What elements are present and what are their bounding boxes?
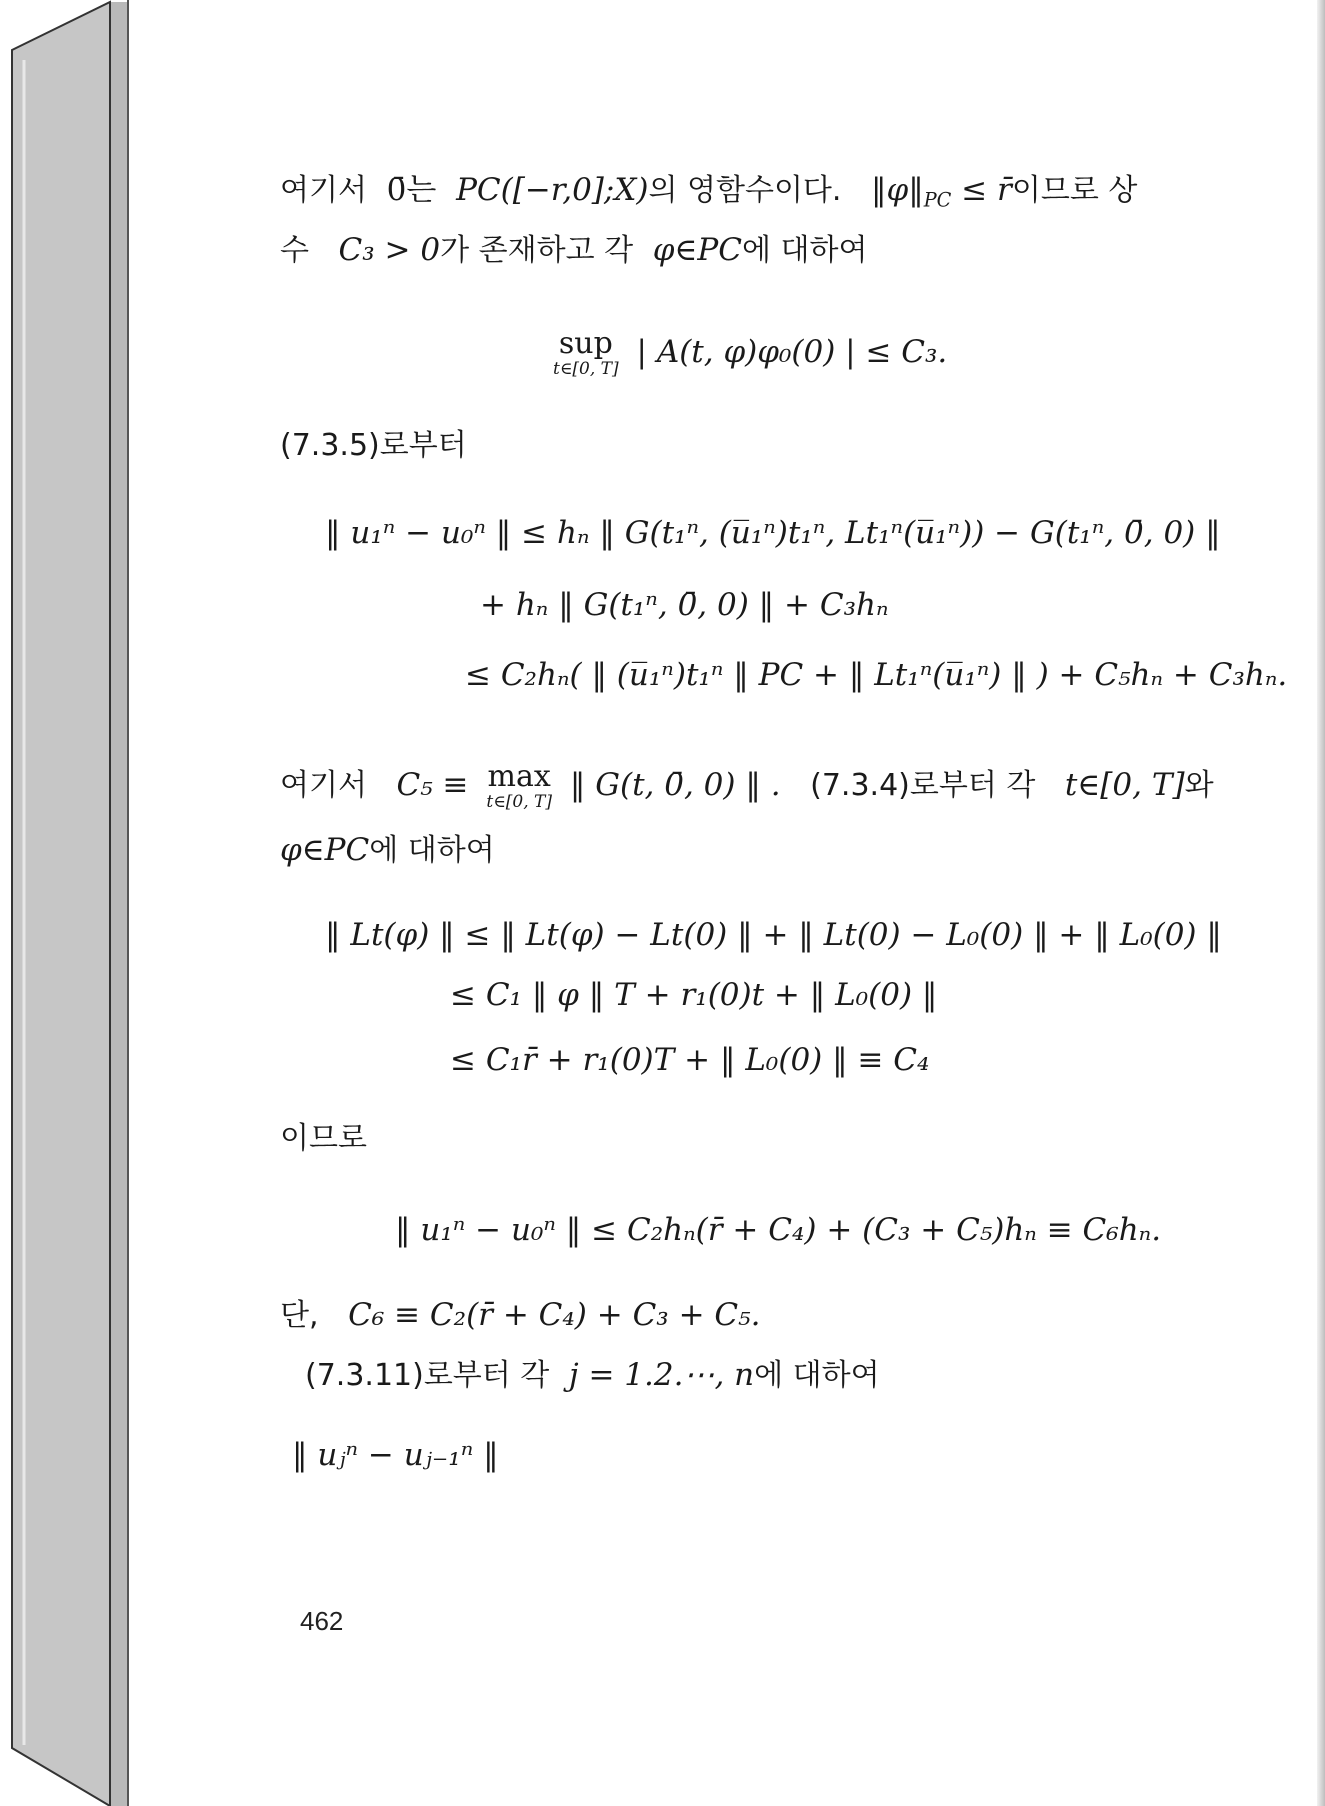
paragraph-line-2 — [280, 230, 867, 271]
equation-3-line-1: ‖ Lt(φ) ‖ ≤ ‖ Lt(φ) − Lt(0) ‖ + ‖ Lt(0) − L₀(0) ‖ + ‖ L₀(0) ‖ — [325, 917, 1222, 953]
text-dan: 단, C₆ ≡ C₂(r̄ + C₄) + C₃ + C₅. — [280, 1297, 761, 1333]
math: C₃ > 0 — [338, 232, 441, 268]
text-imuro: 이므로 — [280, 1121, 367, 1156]
equation-3-line-3: ≤ C₁r̄ + r₁(0)T + ‖ L₀(0) ‖ ≡ C₄ — [450, 1042, 930, 1078]
equation-3-line-2: ≤ C₁ ‖ φ ‖ T + r₁(0)t + ‖ L₀(0) ‖ — [450, 977, 938, 1013]
math: φ∈PC — [280, 832, 370, 868]
math: PC([−r,0];X) — [456, 172, 649, 208]
math: t∈[0, T] — [1064, 767, 1185, 803]
reference-735: (7.3.5)로부터 — [280, 428, 467, 463]
equation-2-line-3: ≤ C₂hₙ( ‖ (u̅₁ⁿ)t₁ⁿ ‖ PC + ‖ Lt₁ⁿ(u̅₁ⁿ) ‖ ) + C₅hₙ + C₃hₙ. — [465, 657, 1288, 693]
sup-operator: sup t∈[0, T] — [553, 326, 619, 379]
math: φ∈PC — [652, 232, 743, 268]
math: C₆ ≡ C₂(r̄ + C₄) + C₃ + C₅. — [348, 1297, 761, 1333]
equation-2-line-2: + hₙ ‖ G(t₁ⁿ, 0̄, 0) ‖ + C₃hₙ — [480, 587, 889, 623]
equation-4: ‖ u₁ⁿ − u₀ⁿ ‖ ≤ C₂hₙ(r̄ + C₄) + (C₃ + C₅)hₙ ≡ C₆hₙ. — [395, 1212, 1162, 1248]
paragraph-2-line-2: φ∈PC에 대하여 — [280, 832, 495, 868]
math: j = 1.2.⋯, n — [569, 1357, 755, 1393]
math: C₅ ≡ — [396, 767, 469, 803]
equation-2-line-1: ‖ u₁ⁿ − u₀ⁿ ‖ ≤ hₙ ‖ G(t₁ⁿ, (u̅₁ⁿ)t₁ⁿ, Lt₁ⁿ(u̅₁ⁿ)) − G(t₁ⁿ, 0̄, 0) ‖ — [325, 515, 1221, 551]
page-number: 462 — [300, 1606, 344, 1636]
math: | A(t, φ)φ₀(0) | ≤ C₃. — [636, 334, 948, 370]
reference-7311: (7.3.11)로부터 각 j = 1.2.⋯, n에 대하여 — [305, 1357, 880, 1393]
page-edge — [1317, 0, 1325, 1806]
math: PC — [923, 188, 952, 212]
text: 에 대하여 — [742, 233, 868, 268]
max-operator: max t∈[0, T] — [486, 759, 553, 812]
text: 의 영함수이다. — [648, 173, 842, 208]
math: ‖ G(t, 0̄, 0) ‖ . — [569, 767, 781, 803]
paragraph-line-1: 여기서 0̄는 PC([−r,0];X)의 영함수이다. $‖\varphi‖_{PC}$ ≤ r̄이므로 상 — [280, 172, 1138, 212]
text: 여기서 — [280, 173, 367, 208]
paragraph-2-line-1: 여기서 C₅ ≡ max t∈[0, T] ‖ G(t, 0̄, 0) ‖ . (7.3.4)로부터 각 t∈[0, T]와 — [280, 759, 1214, 812]
text: 이므로 상 — [1011, 173, 1138, 208]
book-spine — [0, 0, 130, 1806]
text: 0̄는 — [386, 172, 437, 208]
equation-sup — [545, 322, 947, 382]
math: ‖φ‖ — [871, 172, 924, 208]
text: 수 — [280, 233, 309, 268]
text: 가 존재하고 각 — [440, 233, 634, 268]
equation-5: ‖ uⱼⁿ − uⱼ₋₁ⁿ ‖ — [292, 1437, 499, 1473]
